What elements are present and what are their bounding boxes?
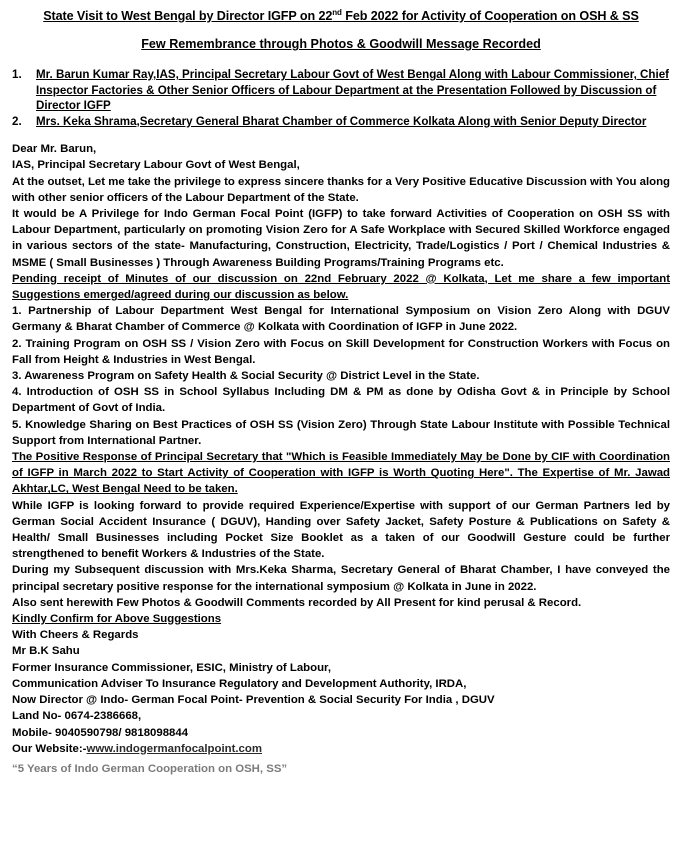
title-superscript: nd [332,8,342,17]
salutation: Dear Mr. Barun, [12,143,97,156]
signature-line: Now Director @ Indo- German Focal Point- Prevention & Social Security For India , DGUV [12,694,495,707]
website-link[interactable]: www.indogermanfocalpoint.com [86,742,262,755]
suggestion-item: 1. Partnership of Labour Department West Bengal for International Symposium on Vision Zero Along with DGUV Germany & Bharat Chamber of Commerce @ Kolkata with Coordination of IGFP in June 2022. [12,305,670,334]
list-text: Mr. Barun Kumar Ray,IAS, Principal Secretary Labour Govt of West Bengal Along with Labour Commissioner, Chief Inspector Factories & Other Senior Officers of Labour Department at the Presentation Followed by Discussion of Director IGFP [36,68,670,113]
footer-tagline: “5 Years of Indo German Cooperation on OSH, SS” [12,762,288,775]
signature-line: Communication Adviser To Insurance Regulatory and Development Authority, IRDA, [12,677,467,690]
list-number: 2. [12,114,22,128]
paragraph-pending: Pending receipt of Minutes of our discussion on 22nd February 2022 @ Kolkata, Let me share a few important Suggestions emerged/agreed during our discussion as below. [12,272,670,302]
title-text: State Visit to West Bengal by Director IGFP on 22 [43,9,333,24]
document-title [12,8,670,23]
suggestion-item: 2. Training Program on OSH SS / Vision Zero with Focus on Skill Development for Construction Workers with Focus on Fall from Height & Industries in West Bengal. [12,337,670,366]
signature-line: Former Insurance Commissioner, ESIC, Ministry of Labour, [12,661,332,674]
paragraph-thanks: At the outset, Let me take the privilege to express sincere thanks for a Very Positive Educative Discussion with You along with other senior officers of the Labour Department of the State. [12,175,670,204]
photo-caption-list [12,67,670,129]
title-text-end: Feb 2022 for Activity of Cooperation on OSH & SS [341,9,639,24]
list-item [12,67,670,114]
list-number: 1. [12,68,22,82]
mobile-number: Mobile- 9040590798/ 9818098844 [12,726,189,739]
closing-line: With Cheers & Regards [12,629,139,642]
suggestion-item: 4. Introduction of OSH SS in School Syllabus Including DM & PM as done by Odisha Govt & in Principle by School Department of Govt of India. [12,386,670,415]
paragraph-privilege: It would be A Privilege for Indo German Focal Point (IGFP) to take forward Activities of Cooperation on OSH SS with Labour Department, particularly on promoting Vision Zero for A Safe Workplace with Secured Skilled Workforce engaged in various sectors of the state- Manufacturing, Construction, Electricity, Trade/Logistics / Port / Chemical Industries & MSME ( Small Businesses ) Through Awareness Building Programs/Training Programs etc. [12,208,670,269]
list-text: Mrs. Keka Shrama,Secretary General Bharat Chamber of Commerce Kolkata Along with Senior Deputy Director [36,114,647,128]
land-number: Land No- 0674-2386668, [12,710,142,723]
suggestion-item: 5. Knowledge Sharing on Best Practices of OSH SS (Vision Zero) Through State Labour Institute with Possible Technical Support from International Partner. [12,418,670,447]
document-subtitle: Few Remembrance through Photos & Goodwill Message Recorded [141,37,541,52]
signature-name: Mr B.K Sahu [12,645,80,658]
paragraph-photos: Also sent herewith Few Photos & Goodwill Comments recorded by All Present for kind perusal & Record. [12,596,582,609]
website-line [12,741,670,757]
website-label: Our Website:- [12,742,87,755]
confirm-line: Kindly Confirm for Above Suggestions [12,613,222,626]
paragraph-discussion: During my Subsequent discussion with Mrs.Keka Sharma, Secretary General of Bharat Chamber, I have conveyed the principal secretary positive response for the international symposium @ Kolkata in June in 2022. [12,564,670,593]
paragraph-support: While IGFP is looking forward to provide required Experience/Expertise with support of our German Partners led by German Social Accident Insurance ( DGUV), Handing over Safety Jacket, Safety Posture & Publications on Safety & Health/ Small Businesses including Pocket Size Booklet as a taken of our Goodwill Gesture could be further strengthened to benefit Workers & Industries of the State. [12,499,670,561]
letter-body [12,141,670,757]
paragraph-positive-response: The Positive Response of Principal Secretary that "Which is Feasible Immediately May be Done by CIF with Coordination of IGFP in March 2022 to Start Activity of Cooperation with IGFP is Worth Quoting Here". The Expertise of Mr. Jawad Akhtar,LC, West Bengal Need to be taken. [12,451,670,496]
recipient-designation: IAS, Principal Secretary Labour Govt of West Bengal, [12,159,300,172]
suggestion-item: 3. Awareness Program on Safety Health & Social Security @ District Level in the State. [12,370,480,383]
list-item [12,114,670,130]
